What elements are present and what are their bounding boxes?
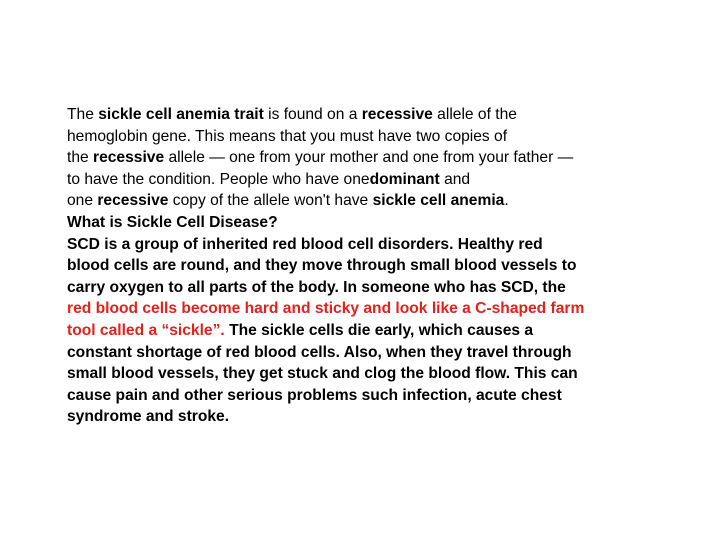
paragraph1-line1 [67, 104, 687, 126]
paragraph2-line2: blood cells are round, and they move through small blood vessels to [67, 257, 577, 275]
term-recessive: recessive [361, 106, 433, 123]
term-recessive: recessive [97, 192, 169, 210]
term-dominant: dominant [369, 170, 440, 188]
term-sickle-cell-anemia-trait: sickle cell anemia trait [98, 106, 264, 123]
text-run: copy of the allele won't have [168, 192, 373, 210]
paragraph2-line5 [67, 320, 687, 342]
text-run: The [67, 106, 99, 123]
text-run: and [439, 170, 471, 188]
paragraph2-line7: small blood vessels, they get stuck and clog the blood flow. This can [67, 365, 578, 383]
paragraph1-line2: hemoglobin gene. This means that you must have two copies of [67, 127, 508, 145]
paragraph2-line3: carry oxygen to all parts of the body. In someone who has SCD, the [67, 278, 566, 296]
term-recessive: recessive [93, 149, 165, 167]
text-run: one [67, 192, 98, 210]
paragraph2-line8: cause pain and other serious problems such infection, acute chest [67, 386, 562, 404]
paragraph1-line4 [67, 169, 687, 191]
text-run: allele — one from your mother and one from your father — [164, 149, 574, 167]
paragraph2-line6: constant shortage of red blood cells. Also, when they travel through [67, 343, 572, 361]
highlight-text: tool called a “sickle”. [67, 321, 225, 339]
text-run: the [67, 149, 94, 167]
text-run: to have the condition. People who have one [67, 170, 370, 188]
body-text [67, 104, 687, 428]
paragraph2-line4-highlight: red blood cells become hard and sticky and look like a C-shaped farm [67, 300, 585, 318]
paragraph2-line1: SCD is a group of inherited red blood cell disorders. Healthy red [67, 235, 543, 253]
text-run: is found on a [263, 106, 362, 123]
text-run: The sickle cells die early, which causes a [224, 321, 534, 339]
paragraph1-line5 [67, 190, 687, 212]
text-run: . [504, 192, 509, 210]
text-run: allele of the [432, 106, 517, 123]
paragraph1-line3 [67, 147, 687, 169]
term-sickle-cell-anemia: sickle cell anemia [372, 192, 505, 210]
paragraph2-line9: syndrome and stroke. [67, 408, 230, 426]
section-heading: What is Sickle Cell Disease? [67, 213, 278, 231]
